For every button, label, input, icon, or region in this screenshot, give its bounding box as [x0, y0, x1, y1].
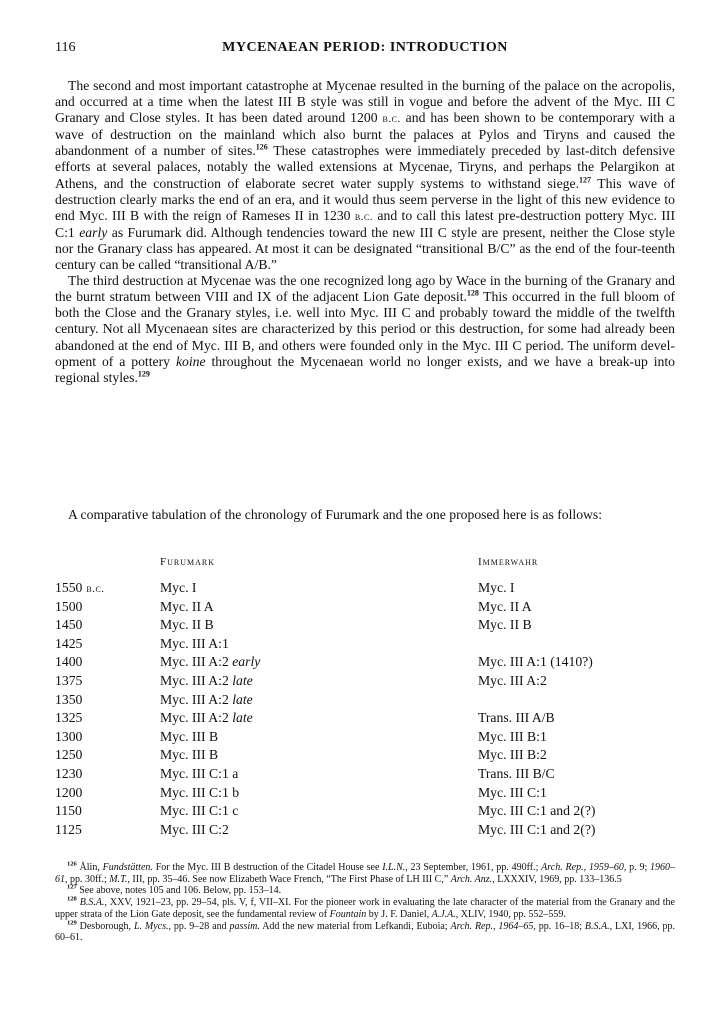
- year-cell: 1550 b.c.: [55, 580, 105, 595]
- table-row: [55, 729, 675, 748]
- immerwahr-cell: Myc. II B: [478, 617, 532, 633]
- immerwahr-cell: Myc. I: [478, 580, 515, 595]
- furumark-cell: Myc. III A:2 late: [160, 672, 253, 688]
- furumark-cell: Myc. III C:1 c: [160, 803, 239, 819]
- footnote-127: $^{127}$ See above, notes 105 and 106. Below, pp. 153–14.: [67, 884, 282, 897]
- footnote-ref-128[interactable]: 128: [466, 288, 479, 298]
- year-cell: 1500: [55, 598, 83, 614]
- table-row: [55, 636, 675, 655]
- immerwahr-cell: Myc. III C:1 and 2(?): [478, 821, 596, 837]
- immerwahr-cell: Myc. III C:1: [478, 784, 547, 800]
- book-page: [55, 40, 676, 944]
- immerwahr-cell: Myc. III B:1: [478, 728, 547, 744]
- furumark-cell: Myc. III C:2: [160, 821, 229, 837]
- year-cell: 1200: [55, 784, 83, 800]
- furumark-cell: Myc. III A:2 late: [160, 691, 253, 707]
- column-header-immerwahr: Immerwahr: [478, 556, 539, 568]
- furumark-cell: Myc. III A:2 late: [160, 710, 253, 726]
- table-row: [55, 673, 675, 692]
- table-row: [55, 766, 675, 785]
- furumark-cell: Myc. III A:2 early: [160, 654, 261, 670]
- main-text: [55, 78, 675, 386]
- table-row: [55, 747, 675, 766]
- table-row: [55, 599, 675, 618]
- furumark-cell: Myc. III B: [160, 728, 219, 744]
- year-cell: 1150: [55, 803, 82, 819]
- footnote-ref-129[interactable]: 129: [137, 369, 150, 379]
- table-row: [55, 654, 675, 673]
- table-row: [55, 692, 675, 711]
- furumark-cell: Myc. III A:1: [160, 635, 229, 651]
- footnote-129: $^{129}$ Desborough, L. Mycs., pp. 9–28 and passim. Add the new material from Lefkandi, Euboia; Arch. Rep., 1964–65, pp. 16–18; B.S.A., LXI, 1966, pp. 60–61.: [55, 919, 675, 944]
- immerwahr-cell: Myc. III A:2: [478, 672, 547, 688]
- furumark-cell: Myc. II A: [160, 598, 214, 614]
- furumark-cell: Myc. I: [160, 580, 197, 595]
- immerwahr-cell: Myc. III B:2: [478, 747, 547, 763]
- footnote-ref-126[interactable]: 126: [255, 142, 268, 152]
- furumark-cell: Myc. III B: [160, 747, 219, 763]
- paragraph-2: The third destruction at Mycenae was the one recognized long ago by Wace in the burning of the Granary and the burnt stratum between VIII and IX of the adjacent Lion Gate deposit.$^{128}$ This occurred in the full bloom of both the Close and the Granary styles, i.e. well into Myc. III C and probably toward the middle of the twelfth century. Not all Mycenaean sites are characterized by this period or this destruction, for some had already been abandoned at the end of Myc. III B, and others were founded only in the Myc. III C period. The uniform devel-opment of a pottery koine throughout the Mycenaean world no longer exists, and we have a break-up into regional styles.$^{129}$: [55, 273, 676, 385]
- year-cell: 1375: [55, 672, 83, 688]
- table-row: [55, 580, 675, 599]
- year-cell: 1250: [55, 747, 83, 763]
- paragraph-1: The second and most important catastrophe at Mycenae resulted in the burning of the palace on the acropolis, and occurred at a time when the latest III B style was still in vogue and before the advent of the Myc. III C Granary and Close styles. It has been dated around 1200 b.c. and has been shown to be contemporary with a wave of destruction on the mainland which also burnt the palaces at Pylos and Tiryns and caused the abandonment of a number of sites.$^{126}$ These catastrophes were immediately preceded by last-ditch defensive efforts at several palaces, notably the walled extensions at Mycenae, Tiryns, and perhaps the Pelargikon at Athens, and the construction of elaborate secret water supply systems to withstand siege.$^{127}$ This wave of destruction clearly marks the end of an era, and it would thus seem perverse in the light of this new evidence to end Myc. III B with the reign of Rameses II in 1230 b.c. and to call this latest pre-destruction pottery Myc. III C:1 early as Furumark did. Although tendencies toward the new III C style are present, neither the Close style nor the Granary class has appeared. At most it can be designated “transitional B/C” as the end of the four-teenth century can be called “transitional A/B.”: [55, 78, 676, 273]
- year-cell: 1230: [55, 765, 83, 781]
- chronology-table: [55, 580, 675, 840]
- table-row: [55, 822, 675, 841]
- immerwahr-cell: Myc. III C:1 and 2(?): [478, 803, 596, 819]
- footnote-128: $^{128}$ B.S.A., XXV, 1921–23, pp. 29–54, pls. V, f, VII–XI. For the pioneer work in evaluating the late character of the material from the Granary and the upper strata of the Lion Gate deposit, see the fundamental review of Fountain by J. F. Daniel, A.J.A., XLIV, 1940, pp. 552–559.: [55, 895, 675, 920]
- immerwahr-cell: Myc. III A:1 (1410?): [478, 654, 593, 670]
- furumark-cell: Myc. III C:1 b: [160, 784, 240, 800]
- table-row: [55, 803, 675, 822]
- column-header-furumark: Furumark: [160, 556, 216, 568]
- year-cell: 1400: [55, 654, 83, 670]
- page-number: 116: [55, 40, 76, 55]
- page-header: [55, 40, 675, 62]
- immerwahr-cell: Trans. III A/B: [478, 710, 555, 726]
- immerwahr-cell: Trans. III B/C: [478, 765, 555, 781]
- year-cell: 1450: [55, 617, 83, 633]
- table-row: [55, 617, 675, 636]
- immerwahr-cell: Myc. II A: [478, 598, 532, 614]
- table-row: [55, 710, 675, 729]
- footnote-ref-127[interactable]: 127: [579, 175, 591, 184]
- running-title: MYCENAEAN PERIOD: INTRODUCTION: [222, 40, 508, 55]
- furumark-cell: Myc. III C:1 a: [160, 765, 239, 781]
- table-intro: A comparative tabulation of the chronology of Furumark and the one proposed here is as follows:: [68, 507, 603, 522]
- table-row: [55, 785, 675, 804]
- year-cell: 1125: [55, 821, 82, 837]
- year-cell: 1300: [55, 728, 83, 744]
- footnote-126: $^{126}$ Ålin, Fundstätten. For the Myc. III B destruction of the Citadel House see I.L.N., 23 September, 1961, pp. 490ff.; Arch. Rep., 1959–60, p. 9; 1960–61, pp. 30ff.; M.T., III, pp. 35–46. See now Elizabeth Wace French, “The First Phase of LH III C,” Arch. Anz., LXXXIV, 1969, pp. 133–136.5: [55, 860, 676, 885]
- furumark-cell: Myc. II B: [160, 617, 214, 633]
- year-cell: 1425: [55, 635, 83, 651]
- year-cell: 1350: [55, 691, 83, 707]
- year-cell: 1325: [55, 710, 83, 726]
- footnotes: [55, 862, 675, 944]
